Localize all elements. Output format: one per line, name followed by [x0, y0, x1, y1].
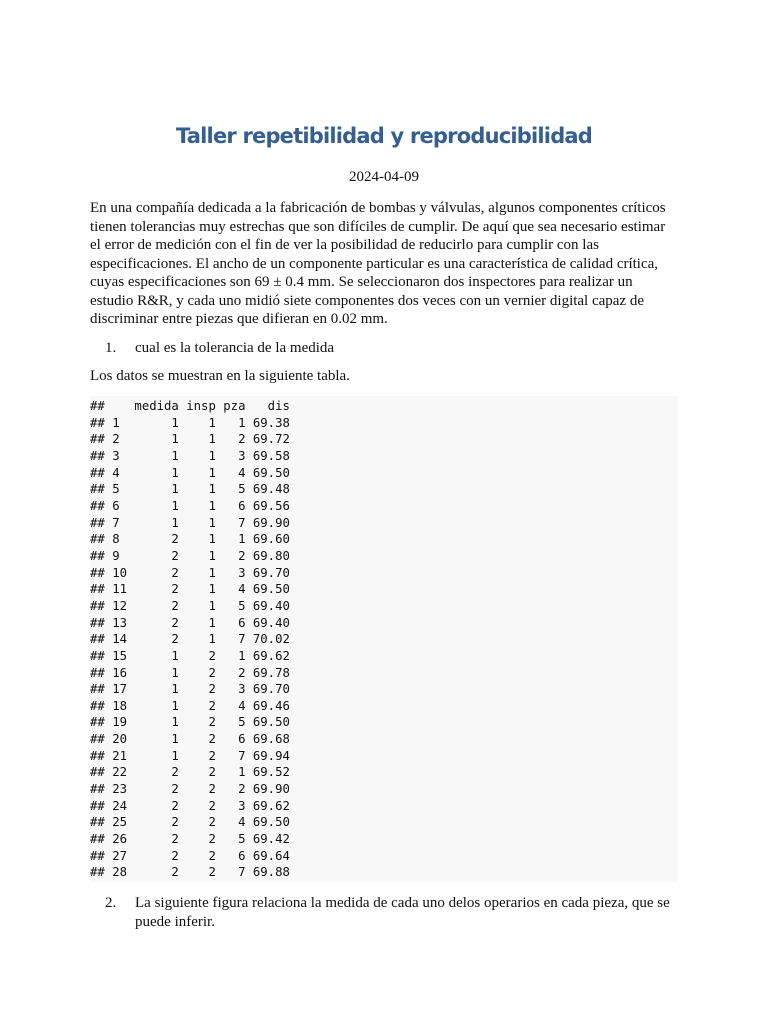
- table-row: ## 9 2 1 2 69.80: [90, 548, 290, 563]
- r-output-block: [90, 396, 678, 882]
- table-row: ## 2 1 1 2 69.72: [90, 432, 290, 447]
- intro-paragraph: En una compañía dedicada a la fabricación de bombas y válvulas, algunos componentes críticos tienen tolerancias muy estrechas que son difíciles de cumplir. De aquí que sea necesario estimar el error de medición con el fin de ver la posibilidad de reducirlo para cumplir con las especificaciones. El ancho de un componente particular es una característica de calidad crítica, cuyas especificaciones son 69 ± 0.4 mm. Se seleccionaron dos inspectores para realizar un estudio R&R, y cada uno midió siete componentes dos veces con un vernier digital capaz de discriminar entre piezas que difieran en 0.02 mm.: [90, 200, 666, 327]
- table-row: ## 6 1 1 6 69.56: [90, 498, 290, 513]
- table-row: ## 11 2 1 4 69.50: [90, 582, 290, 597]
- table-row: ## 18 1 2 4 69.46: [90, 698, 290, 713]
- document-date: 2024-04-09: [349, 169, 419, 185]
- table-row: ## 25 2 2 4 69.50: [90, 815, 290, 830]
- table-intro: Los datos se muestran en la siguiente tabla.: [90, 368, 350, 384]
- table-row: ## 24 2 2 3 69.62: [90, 798, 290, 813]
- table-row: ## 7 1 1 7 69.90: [90, 515, 290, 530]
- question-1-text: cual es la tolerancia de la medida: [135, 340, 335, 356]
- table-row: ## 28 2 2 7 69.88: [90, 865, 290, 880]
- table-row: ## 8 2 1 1 69.60: [90, 532, 290, 547]
- question-2-number: 2.: [105, 895, 117, 911]
- table-row: ## 17 1 2 3 69.70: [90, 682, 290, 697]
- table-row: ## 14 2 1 7 70.02: [90, 632, 290, 647]
- table-row: ## 19 1 2 5 69.50: [90, 715, 290, 730]
- table-row: ## 21 1 2 7 69.94: [90, 748, 290, 763]
- table-row: ## 20 1 2 6 69.68: [90, 732, 290, 747]
- table-row: ## 13 2 1 6 69.40: [90, 615, 290, 630]
- r-output-text: [90, 396, 678, 881]
- table-row: ## 12 2 1 5 69.40: [90, 598, 290, 613]
- table-row: ## 22 2 2 1 69.52: [90, 765, 290, 780]
- table-row: ## 26 2 2 5 69.42: [90, 832, 290, 847]
- document-title: Taller repetibilidad y reproducibilidad: [175, 124, 593, 148]
- question-1-number: 1.: [105, 340, 117, 356]
- table-row: ## 27 2 2 6 69.64: [90, 848, 290, 863]
- table-row: ## 23 2 2 2 69.90: [90, 782, 290, 797]
- table-row: ## 10 2 1 3 69.70: [90, 565, 290, 580]
- table-row: ## 3 1 1 3 69.58: [90, 448, 290, 463]
- question-2-text: La siguiente figura relaciona la medida de cada uno delos operarios en cada pieza, que se puede inferir.: [135, 895, 670, 930]
- table-header: ## medida insp pza dis: [90, 399, 290, 413]
- table-row: ## 5 1 1 5 69.48: [90, 482, 290, 497]
- table-row: ## 15 1 2 1 69.62: [90, 648, 290, 663]
- table-row: ## 16 1 2 2 69.78: [90, 665, 290, 680]
- table-row: ## 1 1 1 1 69.38: [90, 415, 290, 430]
- table-row: ## 4 1 1 4 69.50: [90, 465, 290, 480]
